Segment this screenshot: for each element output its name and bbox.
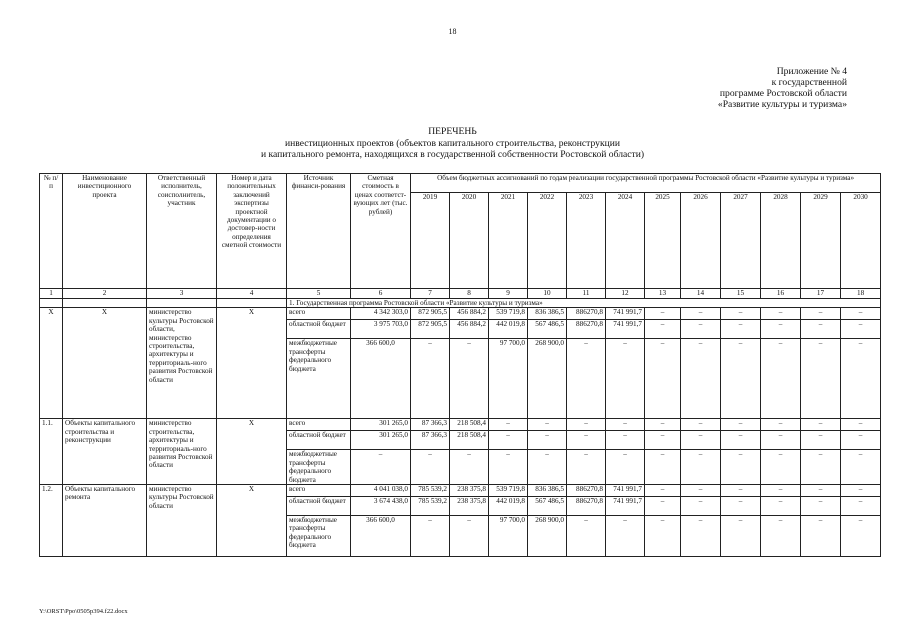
header-expertise: Номер и дата положительных заключений экспертизы проектной документации о достовер-ности определения сметной стоимости bbox=[217, 174, 287, 289]
project-executor: министерство строительства, архитектуры и территориаль-ного развития Ростовской области bbox=[147, 419, 217, 485]
budget-value: – bbox=[567, 516, 606, 557]
section-spacer bbox=[40, 299, 63, 308]
budget-value: – bbox=[721, 431, 761, 450]
estimated-cost: 3 975 703,0 bbox=[351, 320, 411, 339]
budget-value: – bbox=[801, 419, 841, 431]
heading-line: и капитального ремонта, находящихся в государственной собственности Ростовской области) bbox=[260, 149, 645, 160]
header-year: 2022 bbox=[528, 193, 567, 289]
budget-value: 741 991,7 bbox=[606, 320, 645, 339]
budget-value: – bbox=[645, 497, 681, 516]
header-year: 2024 bbox=[606, 193, 645, 289]
budget-value: – bbox=[411, 339, 450, 419]
column-number: 16 bbox=[761, 289, 801, 299]
budget-value: – bbox=[645, 308, 681, 320]
budget-value: 539 719,8 bbox=[489, 308, 528, 320]
project-expertise: Х bbox=[217, 485, 287, 557]
header-row bbox=[40, 174, 881, 193]
budget-value: – bbox=[645, 320, 681, 339]
investment-projects-table bbox=[39, 173, 881, 557]
budget-value: – bbox=[761, 339, 801, 419]
budget-value: 456 884,2 bbox=[450, 320, 489, 339]
budget-value: – bbox=[801, 516, 841, 557]
section-title: 1. Государственная программа Ростовской области «Развитие культуры и туризма» bbox=[287, 299, 881, 308]
budget-value: – bbox=[801, 485, 841, 497]
column-number: 17 bbox=[801, 289, 841, 299]
header-year: 2019 bbox=[411, 193, 450, 289]
budget-value: – bbox=[721, 419, 761, 431]
header-year: 2029 bbox=[801, 193, 841, 289]
funding-source: всего bbox=[287, 419, 351, 431]
budget-value: – bbox=[841, 485, 881, 497]
budget-value: – bbox=[681, 497, 721, 516]
budget-value: 872 905,5 bbox=[411, 320, 450, 339]
budget-value: 456 884,2 bbox=[450, 308, 489, 320]
budget-value: – bbox=[567, 419, 606, 431]
budget-value: 97 700,0 bbox=[489, 516, 528, 557]
appendix-block bbox=[647, 66, 847, 110]
budget-value: – bbox=[645, 419, 681, 431]
column-number: 5 bbox=[287, 289, 351, 299]
budget-value: – bbox=[450, 450, 489, 485]
project-executor: министерство культуры Ростовской области, министерство строительства, архитектуры и территориаль-ного развития Ростовской области bbox=[147, 308, 217, 419]
budget-value: – bbox=[801, 431, 841, 450]
budget-value: 97 700,0 bbox=[489, 339, 528, 419]
column-number: 2 bbox=[63, 289, 147, 299]
budget-value: – bbox=[606, 339, 645, 419]
budget-value: – bbox=[841, 339, 881, 419]
data-row bbox=[40, 485, 881, 497]
appendix-line: «Развитие культуры и туризма» bbox=[717, 99, 847, 110]
budget-value: 836 386,5 bbox=[528, 308, 567, 320]
budget-value: – bbox=[721, 320, 761, 339]
budget-value: 238 375,8 bbox=[450, 485, 489, 497]
budget-value: – bbox=[411, 450, 450, 485]
budget-value: – bbox=[841, 516, 881, 557]
budget-value: – bbox=[528, 450, 567, 485]
budget-value: – bbox=[645, 450, 681, 485]
budget-value: 87 366,3 bbox=[411, 419, 450, 431]
budget-value: – bbox=[681, 485, 721, 497]
budget-value: – bbox=[801, 320, 841, 339]
budget-value: 785 539,2 bbox=[411, 485, 450, 497]
header-cost: Сметная стоимость в ценах соответст-вующих лет (тыс. рублей) bbox=[351, 174, 411, 289]
budget-value: – bbox=[681, 431, 721, 450]
header-num: № п/п bbox=[40, 174, 63, 289]
budget-value: – bbox=[761, 497, 801, 516]
budget-value: – bbox=[489, 419, 528, 431]
budget-value: – bbox=[606, 419, 645, 431]
project-expertise: Х bbox=[217, 308, 287, 419]
budget-value: – bbox=[681, 320, 721, 339]
budget-value: – bbox=[761, 308, 801, 320]
budget-value: – bbox=[721, 485, 761, 497]
funding-source: областной бюджет bbox=[287, 497, 351, 516]
budget-value: 741 991,7 bbox=[606, 485, 645, 497]
row-number: Х bbox=[40, 308, 63, 419]
budget-value: – bbox=[681, 450, 721, 485]
column-number: 9 bbox=[489, 289, 528, 299]
budget-value: 567 486,5 bbox=[528, 320, 567, 339]
funding-source: областной бюджет bbox=[287, 320, 351, 339]
header-source: Источник финанси-рования bbox=[287, 174, 351, 289]
budget-value: 567 486,5 bbox=[528, 497, 567, 516]
budget-value: – bbox=[450, 516, 489, 557]
budget-value: – bbox=[761, 516, 801, 557]
budget-value: 87 366,3 bbox=[411, 431, 450, 450]
budget-value: – bbox=[721, 516, 761, 557]
column-number: 12 bbox=[606, 289, 645, 299]
column-number: 11 bbox=[567, 289, 606, 299]
header-year: 2027 bbox=[721, 193, 761, 289]
budget-value: – bbox=[528, 431, 567, 450]
project-name: Объекты капитального ремонта bbox=[63, 485, 147, 557]
header-year: 2026 bbox=[681, 193, 721, 289]
budget-value: – bbox=[761, 485, 801, 497]
budget-value: – bbox=[606, 450, 645, 485]
budget-value: – bbox=[681, 308, 721, 320]
budget-value: – bbox=[841, 431, 881, 450]
budget-value: 268 900,0 bbox=[528, 516, 567, 557]
header-year: 2028 bbox=[761, 193, 801, 289]
header-budget-title: Объем бюджетных ассигнований по годам реализации государственной программы Ростовской области «Развитие культуры и туризма» bbox=[411, 174, 881, 193]
budget-value: 741 991,7 bbox=[606, 308, 645, 320]
budget-value: 886270,8 bbox=[567, 485, 606, 497]
section-spacer bbox=[63, 299, 147, 308]
header-year: 2030 bbox=[841, 193, 881, 289]
file-path: Y:\ORST\Ppo\0505p394.f22.docx bbox=[39, 608, 128, 615]
budget-value: – bbox=[841, 308, 881, 320]
budget-value: – bbox=[681, 419, 721, 431]
budget-value: – bbox=[801, 450, 841, 485]
budget-value: – bbox=[761, 419, 801, 431]
data-row bbox=[40, 308, 881, 320]
budget-value: 238 375,8 bbox=[450, 497, 489, 516]
budget-value: – bbox=[801, 497, 841, 516]
budget-value: – bbox=[761, 320, 801, 339]
section-spacer bbox=[217, 299, 287, 308]
column-number: 15 bbox=[721, 289, 761, 299]
data-row bbox=[40, 419, 881, 431]
budget-value: – bbox=[761, 431, 801, 450]
project-name: Объекты капитального строительства и реконструкции bbox=[63, 419, 147, 485]
budget-value: 886270,8 bbox=[567, 497, 606, 516]
header-year: 2020 bbox=[450, 193, 489, 289]
budget-value: – bbox=[681, 516, 721, 557]
funding-source: областной бюджет bbox=[287, 431, 351, 450]
funding-source: межбюджетные трансферты федерального бюджета bbox=[287, 516, 351, 557]
estimated-cost: – bbox=[351, 450, 411, 485]
column-number: 13 bbox=[645, 289, 681, 299]
project-executor: министерство культуры Ростовской области bbox=[147, 485, 217, 557]
column-number: 4 bbox=[217, 289, 287, 299]
budget-value: 886270,8 bbox=[567, 320, 606, 339]
budget-value: 539 719,8 bbox=[489, 485, 528, 497]
budget-value: 741 991,7 bbox=[606, 497, 645, 516]
estimated-cost: 301 265,0 bbox=[351, 419, 411, 431]
budget-value: – bbox=[681, 339, 721, 419]
budget-value: 218 508,4 bbox=[450, 419, 489, 431]
header-year: 2023 bbox=[567, 193, 606, 289]
section-spacer bbox=[147, 299, 217, 308]
budget-value: 268 900,0 bbox=[528, 339, 567, 419]
budget-value: – bbox=[645, 485, 681, 497]
budget-value: 785 539,2 bbox=[411, 497, 450, 516]
column-number: 18 bbox=[841, 289, 881, 299]
column-number: 10 bbox=[528, 289, 567, 299]
page-number: 18 bbox=[448, 27, 457, 36]
budget-value: – bbox=[567, 431, 606, 450]
section-row bbox=[40, 299, 881, 308]
header-name: Наименование инвестиционного проекта bbox=[63, 174, 147, 289]
funding-source: всего bbox=[287, 485, 351, 497]
funding-source: всего bbox=[287, 308, 351, 320]
header-year: 2025 bbox=[645, 193, 681, 289]
budget-value: – bbox=[721, 339, 761, 419]
budget-value: 218 508,4 bbox=[450, 431, 489, 450]
heading-line: инвестиционных проектов (объектов капитального строительства, реконструкции bbox=[284, 137, 621, 149]
budget-value: – bbox=[841, 419, 881, 431]
header-year: 2021 bbox=[489, 193, 528, 289]
budget-value: – bbox=[645, 516, 681, 557]
appendix-line: программе Ростовской области bbox=[719, 88, 847, 99]
estimated-cost: 366 600,0 bbox=[351, 516, 411, 557]
document-heading bbox=[0, 126, 905, 161]
budget-value: 872 905,5 bbox=[411, 308, 450, 320]
column-number-row bbox=[40, 289, 881, 299]
budget-value: – bbox=[567, 339, 606, 419]
estimated-cost: 301 265,0 bbox=[351, 431, 411, 450]
budget-value: – bbox=[645, 431, 681, 450]
header-executor: Ответственный исполнитель, соисполнитель, участник bbox=[147, 174, 217, 289]
budget-value: – bbox=[841, 450, 881, 485]
budget-value: – bbox=[721, 497, 761, 516]
estimated-cost: 4 342 303,0 bbox=[351, 308, 411, 320]
budget-value: – bbox=[721, 308, 761, 320]
budget-value: 442 019,8 bbox=[489, 497, 528, 516]
budget-value: – bbox=[489, 450, 528, 485]
budget-value: – bbox=[645, 339, 681, 419]
budget-value: 886270,8 bbox=[567, 308, 606, 320]
column-number: 7 bbox=[411, 289, 450, 299]
budget-value: – bbox=[528, 419, 567, 431]
column-number: 8 bbox=[450, 289, 489, 299]
column-number: 14 bbox=[681, 289, 721, 299]
budget-value: – bbox=[567, 450, 606, 485]
project-expertise: Х bbox=[217, 419, 287, 485]
funding-source: межбюджетные трансферты федерального бюджета bbox=[287, 450, 351, 485]
budget-value: 442 019,8 bbox=[489, 320, 528, 339]
project-name: Х bbox=[63, 308, 147, 419]
budget-value: 836 386,5 bbox=[528, 485, 567, 497]
row-number: 1.1. bbox=[40, 419, 63, 485]
column-number: 1 bbox=[40, 289, 63, 299]
budget-value: – bbox=[606, 516, 645, 557]
budget-value: – bbox=[721, 450, 761, 485]
appendix-line: Приложение № 4 bbox=[776, 66, 847, 77]
column-number: 6 bbox=[351, 289, 411, 299]
heading-title: ПЕРЕЧЕНЬ bbox=[428, 126, 477, 137]
budget-value: – bbox=[450, 339, 489, 419]
budget-value: – bbox=[411, 516, 450, 557]
appendix-line: к государственной bbox=[771, 77, 847, 88]
funding-source: межбюджетные трансферты федерального бюджета bbox=[287, 339, 351, 419]
budget-value: – bbox=[606, 431, 645, 450]
budget-value: – bbox=[841, 320, 881, 339]
budget-value: – bbox=[761, 450, 801, 485]
row-number: 1.2. bbox=[40, 485, 63, 557]
estimated-cost: 4 041 038,0 bbox=[351, 485, 411, 497]
budget-value: – bbox=[801, 339, 841, 419]
estimated-cost: 366 600,0 bbox=[351, 339, 411, 419]
budget-value: – bbox=[489, 431, 528, 450]
budget-value: – bbox=[801, 308, 841, 320]
column-number: 3 bbox=[147, 289, 217, 299]
estimated-cost: 3 674 438,0 bbox=[351, 497, 411, 516]
budget-value: – bbox=[841, 497, 881, 516]
